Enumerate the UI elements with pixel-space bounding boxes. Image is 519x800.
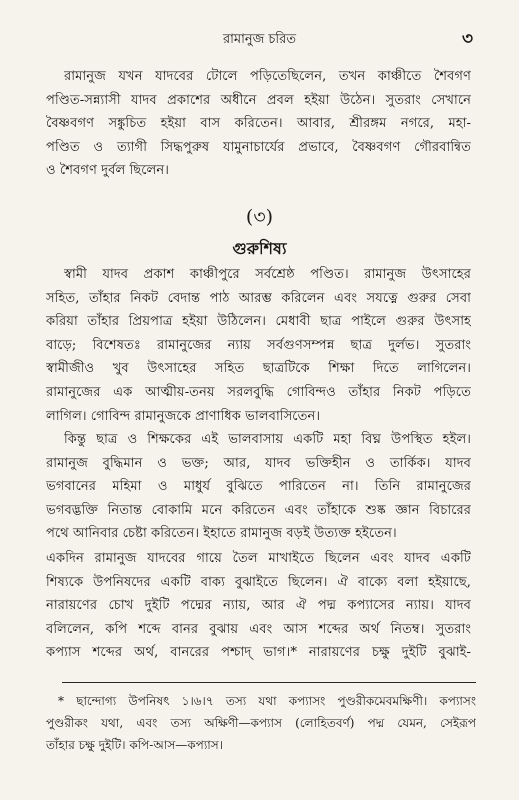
text-line: রামানুজ বুদ্ধিমান ও ভক্ত; আর, যাদব ভক্তিহীন ও তার্কিক। যাদব — [46, 455, 471, 471]
paragraph-obstacle — [0, 428, 519, 546]
text-line: ও শৈবগণ দুর্বল ছিলেন। — [46, 163, 169, 179]
text-line: সহিত, তাঁহার নিকট বেদান্ত পাঠ আরম্ভ করিলেন এবং সযত্নে গুরুর সেবা — [46, 290, 471, 306]
footnote-line: তাঁহার চক্ষু দুইটি। কপি-আস—কপ্যাস। — [46, 738, 223, 752]
footnote-line: * ছান্দোগ্য উপনিষৎ ১।৬।৭ তস্য যথা কপ্যাসং পুণ্ডরীকমেবমক্ষিণী। কপ্যাসং — [58, 694, 476, 708]
text-line: স্বামীজীও খুব উৎসাহের সহিত ছাত্রটিকে শিক্ষা দিতে লাগিলেন। — [46, 361, 471, 377]
text-line: পথে আনিবার চেষ্টা করিতেন। ইহাতে রামানুজ বড়ই উত্যক্ত হইতেন। — [46, 526, 397, 542]
footnote — [0, 690, 519, 756]
footnote-line: পুণ্ডরীকং যথা, এবং তস্য অক্ষিণী—কপ্যাস (লোহিতবর্ণ) পদ্ম যেমন, সেইরূপ — [46, 716, 476, 730]
page-number: ৩ — [461, 29, 473, 49]
text-line: পণ্ডিত-সন্ন্যাসী যাদব প্রকাশের অধীনে প্রবল হইয়া উঠেন। সুতরাং সেখানে — [46, 92, 471, 108]
text-line: পণ্ডিত ও ত্যাগী সিদ্ধপুরুষ যামুনাচার্যের প্রভাবে, বৈষ্ণবগণ গৌরবান্বিত — [46, 139, 471, 155]
section-number: (৩) — [245, 206, 274, 228]
section-title: গুরুশিষ্য — [232, 239, 287, 258]
text-line: লাগিল। গোবিন্দ রামানুজকে প্রাণাধিক ভালবাসিতেন। — [46, 408, 321, 424]
text-line: ভগবদ্ভক্তি নিতান্ত বোকামি মনে করিতেন এবং তাঁহাকে শুষ্ক জ্ঞান বিচারের — [46, 502, 471, 518]
text-line: কিন্তু ছাত্র ও শিক্ষকের এই ভালবাসায় একটি মহা বিঘ্ন উপস্থিত হইল। — [64, 432, 471, 447]
text-line: স্বামী যাদব প্রকাশ কাঞ্চীপুরে সর্বশ্রেষ্ঠ পণ্ডিত। রামানুজ উৎসাহের — [64, 267, 471, 282]
text-line: ভগবানের মহিমা ও মাধুর্য বুঝিতে পারিতেন না। তিনি রামানুজের — [46, 479, 471, 495]
text-line: নারায়ণের চোখ দুইটি পদ্মের ন্যায়, আর ঐ পদ্ম কপ্যাসের ন্যায়। যাদব — [46, 598, 471, 614]
footnote-divider — [62, 682, 476, 683]
text-line: রামানুজ যখন যাদবের টোলে পড়িতেছিলেন, তখন কাঞ্চীতে শৈবগণ — [64, 69, 471, 84]
text-line: কপ্যাস শব্দের অর্থ, বানরের পশ্চাদ্ ভাগ।* নারায়ণের চক্ষু দুইটি বুঝাই- — [46, 645, 471, 661]
text-line: বাড়ে; বিশেষতঃ রামানুজের ন্যায় সর্বগুণসম্পন্ন ছাত্র দুর্লভ। সুতরাং — [46, 337, 471, 353]
paragraph-guru — [0, 263, 519, 428]
text-line: করিয়া তাঁহার প্রিয়পাত্র হইয়া উঠিলেন। মেধাবী ছাত্র পাইলে গুরুর উৎসাহ — [46, 314, 471, 330]
text-line: শিষ্যকে উপনিষদের একটি বাক্য বুঝাইতে ছিলেন। ঐ বাক্যে বলা হইয়াছে, — [46, 574, 471, 590]
text-line: রামানুজের এক আত্মীয়-তনয় সরলবুদ্ধি গোবিন্দও তাঁহার নিকট পড়িতে — [46, 384, 471, 400]
running-title: রামানুজ চরিত — [222, 32, 297, 47]
text-line: বৈষ্ণবগণ সঙ্কুচিত হইয়া বাস করিতেন। আবার, শ্রীরঙ্গম নগরে, মহা- — [46, 116, 471, 132]
paragraph-intro — [0, 65, 519, 183]
text-line: একদিন রামানুজ যাদবের গায়ে তৈল মাখাইতে ছিলেন এবং যাদব একটি — [46, 551, 471, 566]
text-line: বলিলেন, কপি শব্দে বানর বুঝায় এবং আস শব্দের অর্থ নিতম্ব। সুতরাং — [46, 621, 471, 637]
paragraph-one-day — [0, 547, 519, 665]
